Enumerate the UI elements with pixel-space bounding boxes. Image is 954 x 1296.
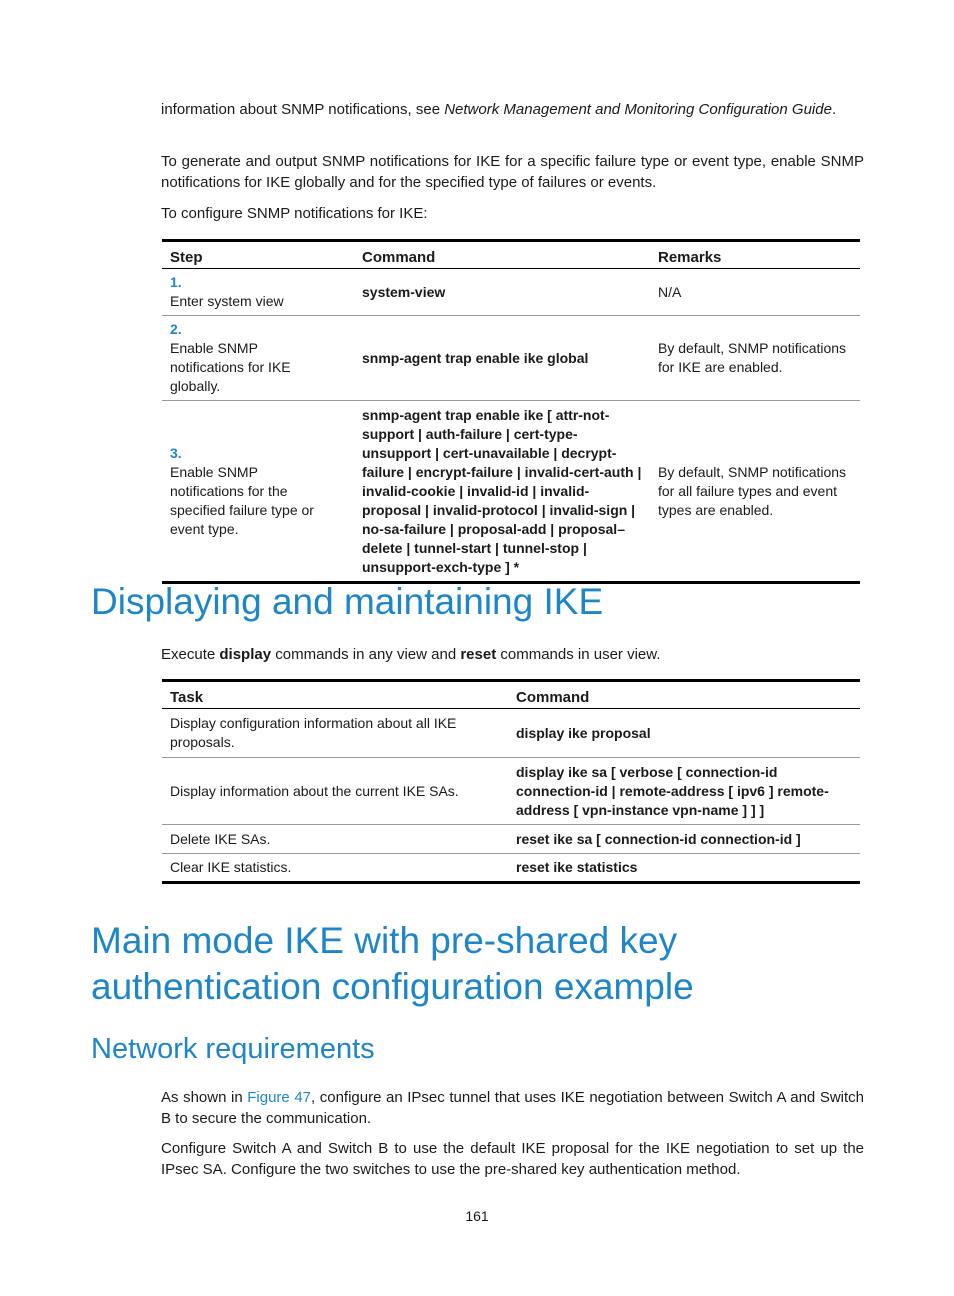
task-cell: Display information about the current IKE SAs. <box>162 758 508 825</box>
header-remarks: Remarks <box>650 241 860 269</box>
step-number: 2. <box>170 321 182 337</box>
step-text: Enter system view <box>170 293 284 309</box>
remarks-cell: N/A <box>658 283 682 300</box>
command-cell: system-view <box>362 283 446 300</box>
remarks-cell: By default, SNMP notifications for all failure types and event types are enabled. <box>650 401 860 583</box>
header-step: Step <box>162 241 354 269</box>
table-row <box>162 316 860 401</box>
snmp-steps-table <box>162 239 860 584</box>
command-cell: snmp-agent trap enable ike global <box>354 316 650 401</box>
intro-paragraph-2: To generate and output SNMP notifications for IKE for a specific failure type or event type, enable SNMP notifications for IKE globally and for the specified type of failures or events. <box>161 153 864 191</box>
table-row <box>162 401 860 583</box>
header-task: Task <box>162 681 508 709</box>
table-row <box>162 825 860 854</box>
step-text: Enable SNMP notifications for IKE globally. <box>170 340 291 394</box>
task-cell: Delete IKE SAs. <box>162 825 508 854</box>
table-row <box>162 758 860 825</box>
figure-link[interactable]: Figure 47 <box>247 1089 312 1106</box>
guide-reference: Network Management and Monitoring Configuration Guide <box>444 101 832 118</box>
header-command: Command <box>354 241 650 269</box>
header-command: Command <box>508 681 860 709</box>
display-commands-table <box>162 679 860 884</box>
table-row <box>162 854 860 883</box>
step-number: 3. <box>170 444 182 461</box>
task-cell: Display configuration information about all IKE proposals. <box>170 715 457 750</box>
command-cell: reset ike sa [ connection-id connection-id ] <box>508 825 860 854</box>
intro-paragraph-3: To configure SNMP notifications for IKE: <box>161 205 428 222</box>
table-row <box>162 709 860 758</box>
command-cell: display ike sa [ verbose [ connection-id connection-id | remote-address [ ipv6 ] remote-address [ vpn-instance vpn-name ] ] ] <box>508 758 860 825</box>
task-cell: Clear IKE statistics. <box>162 854 508 883</box>
network-req-paragraph-1: As shown in Figure 47, configure an IPsec tunnel that uses IKE negotiation between Switch A and Switch B to secure the communication. <box>161 1089 864 1127</box>
step-number: 1. <box>170 274 182 290</box>
remarks-cell: By default, SNMP notifications for IKE are enabled. <box>650 316 860 401</box>
section-title-display: Displaying and maintaining IKE <box>91 581 604 622</box>
page-number: 161 <box>465 1208 489 1224</box>
subsection-title-network-requirements: Network requirements <box>91 1033 375 1065</box>
table-row <box>162 269 860 316</box>
command-cell: snmp-agent trap enable ike [ attr-not-support | auth-failure | cert-type-unsupport | cert-unavailable | decrypt-failure | encrypt-failure | invalid-cert-auth | invalid-cookie | invalid-id | invalid-proposal | invalid-protocol | invalid-sign | no-sa-failure | proposal-add | proposal–delete | tunnel-start | tunnel-stop | unsupport-exch-type ] * <box>354 401 650 583</box>
command-cell: display ike proposal <box>516 724 651 741</box>
network-req-paragraph-2: Configure Switch A and Switch B to use the default IKE proposal for the IKE negotiation to set up the IPsec SA. Configure the two switches to use the pre-shared key authentication method. <box>161 1140 864 1178</box>
intro-paragraph-1: information about SNMP notifications, see Network Management and Monitoring Configuration Guide. <box>161 101 837 118</box>
step-text: Enable SNMP notifications for the specified failure type or event type. <box>170 463 314 537</box>
command-cell: reset ike statistics <box>508 854 860 883</box>
section-title-example: Main mode IKE with pre-shared key authentication configuration example <box>91 920 694 1007</box>
section1-intro: Execute display commands in any view and reset commands in user view. <box>161 646 661 663</box>
